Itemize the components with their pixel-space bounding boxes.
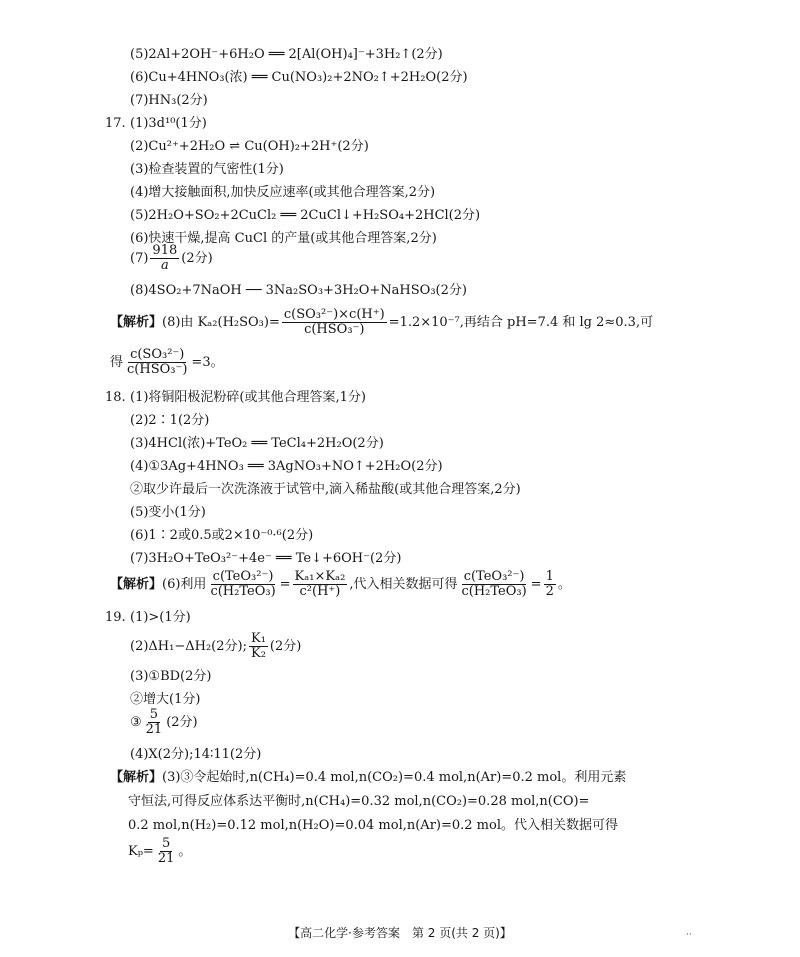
q17-l7-numerator: 918 (152, 243, 178, 258)
q17-expl-numerator: c(SO₃²⁻)×c(H⁺) (283, 307, 385, 322)
q19-expl4-denominator: 21 (157, 851, 175, 866)
q19-l3c-fraction (144, 708, 165, 737)
q17-explanation-2 (110, 348, 224, 377)
q18-f2-denominator: c²(H⁺) (299, 584, 341, 599)
q18-f4-numerator: 1 (545, 569, 554, 584)
q19-line-4: (4)X(2分);14∶11(2分) (130, 747, 262, 762)
q19-expl4-text-b: 。 (178, 844, 192, 859)
q18-fraction-1 (208, 570, 277, 599)
q17-expl2-text-b: =3。 (191, 355, 224, 370)
q17-l7-suffix: (2分) (181, 251, 213, 266)
q18-line-2: (2)2∶1(2分) (130, 413, 210, 428)
q18-fraction-3 (459, 570, 528, 599)
q19-expl4-text-a: Kₚ= (128, 844, 154, 859)
q18-number: 18. (105, 390, 126, 405)
q18-line-5: (5)变小(1分) (130, 505, 206, 520)
q19-l2-numerator: K₁ (250, 631, 266, 646)
corner-mark: ·· (686, 930, 692, 940)
q17-line-4: (4)增大接触面积,加快反应速率(或其他合理答案,2分) (130, 185, 436, 200)
q19-expl4-fraction (156, 837, 177, 866)
q19-number: 19. (105, 610, 126, 625)
q17-explanation-tag: 【解析】 (110, 315, 163, 330)
q17-l7-denominator: a (160, 258, 169, 273)
page-footer: 【高二化学·参考答案 第 2 页(共 2 页)】 (288, 926, 512, 940)
q17-expl-fraction (282, 308, 387, 337)
q19-expl-text-1: (3)③令起始时,n(CH₄)=0.4 mol,n(CO₂)=0.4 mol,n(Ar)=0.2 mol。利用元素 (162, 770, 627, 785)
q17-line-2: (2)Cu²⁺+2H₂O ⇌ Cu(OH)₂+2H⁺(2分) (130, 139, 369, 154)
q16-line-5: (5)2Al+2OH⁻+6H₂O ══ 2[Al(OH)₄]⁻+3H₂↑(2分) (130, 47, 443, 62)
q19-line-1: (1)>(1分) (130, 610, 191, 625)
q17-l7-prefix: (7) (130, 251, 149, 266)
q17-line-8: (8)4SO₂+7NaOH ── 3Na₂SO₃+3H₂O+NaHSO₃(2分) (130, 283, 467, 298)
q19-explanation-2: 守恒法,可得反应体系达平衡时,n(CH₄)=0.32 mol,n(CO₂)=0.28 mol,n(CO)= (128, 794, 590, 809)
q19-line-3: (3)①BD(2分) (130, 669, 212, 684)
q17-line-5: (5)2H₂O+SO₂+2CuCl₂ ══ 2CuCl↓+H₂SO₄+2HCl(2分) (130, 208, 481, 223)
q18-line-7: (7)3H₂O+TeO₃²⁻+4e⁻ ══ Te↓+6OH⁻(2分) (130, 551, 402, 566)
q19-l2-text-b: (2分) (269, 639, 302, 654)
q18-line-3: (3)4HCl(浓)+TeO₂ ══ TeCl₄+2H₂O(2分) (130, 436, 384, 451)
q17-expl-text-a: (8)由 Kₐ₂(H₂SO₃)= (162, 315, 280, 330)
q17-explanation-1 (110, 308, 653, 337)
q18-line-6: (6)1∶2或0.5或2×10⁻⁰·⁶(2分) (130, 528, 314, 543)
q18-f2-numerator: Kₐ₁×Kₐ₂ (294, 569, 346, 584)
q18-f3-denominator: c(H₂TeO₃) (461, 584, 527, 599)
q16-line-6: (6)Cu+4HNO₃(浓) ══ Cu(NO₃)₂+2NO₂↑+2H₂O(2分) (130, 70, 468, 85)
q18-f3-numerator: c(TeO₃²⁻) (463, 569, 525, 584)
q18-f4-denominator: 2 (545, 584, 554, 599)
q17-line-7 (130, 244, 213, 273)
q18-line-4b: ②取少许最后一次洗涤液于试管中,滴入稀盐酸(或其他合理答案,2分) (130, 482, 521, 497)
q18-fraction-2 (293, 570, 348, 599)
q16-line-7: (7)HN₃(2分) (130, 93, 208, 108)
q19-l2-text-a: (2)ΔH₁−ΔH₂(2分); (130, 639, 247, 654)
q19-line-2 (130, 632, 301, 661)
q18-explanation-tag: 【解析】 (110, 577, 163, 592)
q19-explanation-3: 0.2 mol,n(H₂)=0.12 mol,n(H₂O)=0.04 mol,n(Ar)=0.2 mol。代入相关数据可得 (128, 818, 618, 833)
q19-expl4-numerator: 5 (161, 836, 171, 851)
q17-expl-denominator: c(HSO₃⁻) (304, 322, 365, 337)
q19-explanation-4 (128, 837, 191, 866)
q19-l3c-prefix: ③ (130, 715, 142, 730)
q18-line-4: (4)①3Ag+4HNO₃ ══ 3AgNO₃+NO↑+2H₂O(2分) (130, 459, 443, 474)
q19-l3c-numerator: 5 (149, 707, 159, 722)
q17-number: 17. (105, 116, 126, 131)
q17-line-1: (1)3d¹⁰(1分) (130, 116, 207, 131)
q18-line-1: (1)将铜阳极泥粉碎(或其他合理答案,1分) (130, 390, 366, 405)
q17-expl2-numerator: c(SO₃²⁻) (130, 347, 185, 362)
q17-expl2-denominator: c(HSO₃⁻) (127, 362, 188, 377)
q19-line-3c (130, 708, 198, 737)
q19-line-3b: ②增大(1分) (130, 692, 201, 707)
q19-l2-denominator: K₂ (250, 646, 266, 661)
q18-expl-text-a: (6)利用 (162, 577, 207, 592)
q17-line-3: (3)检查装置的气密性(1分) (130, 162, 284, 177)
q17-line-6: (6)快速干燥,提高 CuCl 的产量(或其他合理答案,2分) (130, 231, 437, 246)
q17-expl-text-b: =1.2×10⁻⁷,再结合 pH=7.4 和 lg 2≈0.3,可 (388, 315, 654, 330)
q19-l3c-denominator: 21 (145, 722, 163, 737)
q19-explanation-1 (110, 769, 626, 787)
q18-expl-text-c: 。 (557, 577, 571, 592)
q18-expl-text-b: ,代入相关数据可得 (349, 577, 458, 592)
q19-explanation-tag: 【解析】 (110, 770, 163, 785)
q18-explanation: 【解析】(6)利用 $\frac{\text{c(TeO₃²⁻)}}{\text{c(H₂TeO₃)}}$ = $\frac{\text{Kₐ₁×Kₐ₂}}{\text{c²(H⁺)}}$ ,代入相关数据可得 $\frac{\text{c(TeO₃²⁻)}}{\text{c(H₂TeO₃)}}$ = $\frac{1}{2}$ 。 (110, 569, 571, 599)
q18-fraction-4 (544, 570, 556, 599)
q19-l3c-suffix: (2分) (166, 715, 198, 730)
q17-expl2-fraction (125, 348, 189, 377)
q18-f1-denominator: c(H₂TeO₃) (210, 584, 276, 599)
q17-l7-fraction (150, 244, 179, 273)
q18-f1-numerator: c(TeO₃²⁻) (212, 569, 274, 584)
q17-expl2-text-a: 得 (110, 355, 124, 370)
q19-l2-fraction (249, 632, 268, 661)
